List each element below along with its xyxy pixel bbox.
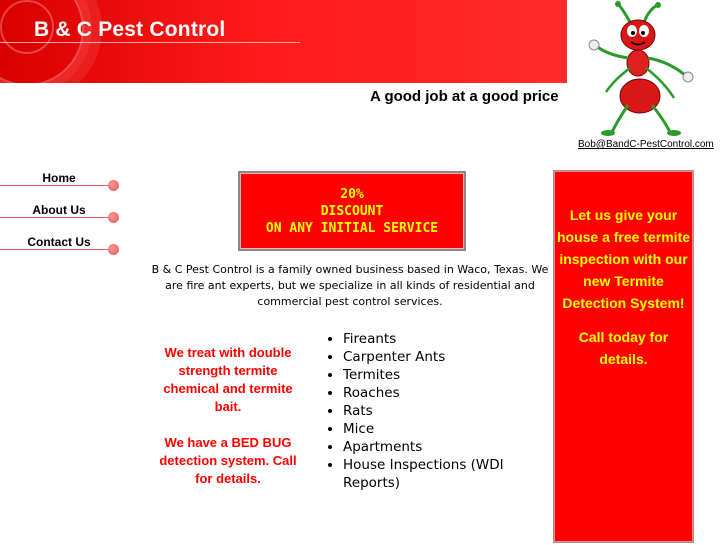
header-banner [0,0,567,83]
bed-bug-promo-paragraph: We have a BED BUG detection system. Call for details. [159,435,297,486]
treatment-promo-paragraph: We treat with double strength termite chemical and termite bait. [163,345,293,414]
bullet-dot-icon [108,180,119,191]
list-item: • Fireants [343,330,563,348]
nav-divider [0,217,112,218]
discount-percent: 20% [340,186,364,202]
list-item: • Apartments [343,438,563,456]
email-link[interactable]: Bob@BandC-PestControl.com [578,139,714,150]
list-item: • Carpenter Ants [343,348,563,366]
list-item: • Rats [343,402,563,420]
main-nav [0,168,122,264]
ant-mascot-icon [578,0,700,137]
nav-divider [0,249,112,250]
discount-detail: ON ANY INITIAL SERVICE [265,220,439,236]
nav-item-home[interactable] [0,168,122,200]
termite-inspection-promo [553,170,694,543]
bullet-dot-icon [108,244,119,255]
tagline: A good job at a good price [370,88,559,105]
inspection-offer-text: Let us give your house a free termite inspection with our new Termite Detection System! [556,207,691,311]
nav-link-home[interactable]: Home [42,171,76,185]
nav-item-about-us[interactable] [0,200,122,232]
title-underline [0,42,300,43]
call-today-text: Call today for details. [578,329,669,367]
nav-item-contact-us[interactable] [0,232,122,264]
list-item: • Termites [343,366,563,384]
site-title: B & C Pest Control [34,18,226,41]
nav-link-contact-us[interactable]: Contact Us [27,235,91,249]
treatment-promo [150,344,306,506]
bullet-dot-icon [108,212,119,223]
services-list [326,330,563,492]
intro-text: B & C Pest Control is a family owned business based in Waco, Texas. We are fire ant experts, but we specialize in all kinds of residential and commercial pest control services. [151,263,549,308]
discount-banner [238,171,466,251]
list-item: • House Inspections (WDI Reports) [343,456,563,492]
list-item: • Mice [343,420,563,438]
list-item: • Roaches [343,384,563,402]
discount-label: DISCOUNT [320,203,384,219]
nav-divider [0,185,112,186]
nav-link-about-us[interactable]: About Us [32,203,86,217]
